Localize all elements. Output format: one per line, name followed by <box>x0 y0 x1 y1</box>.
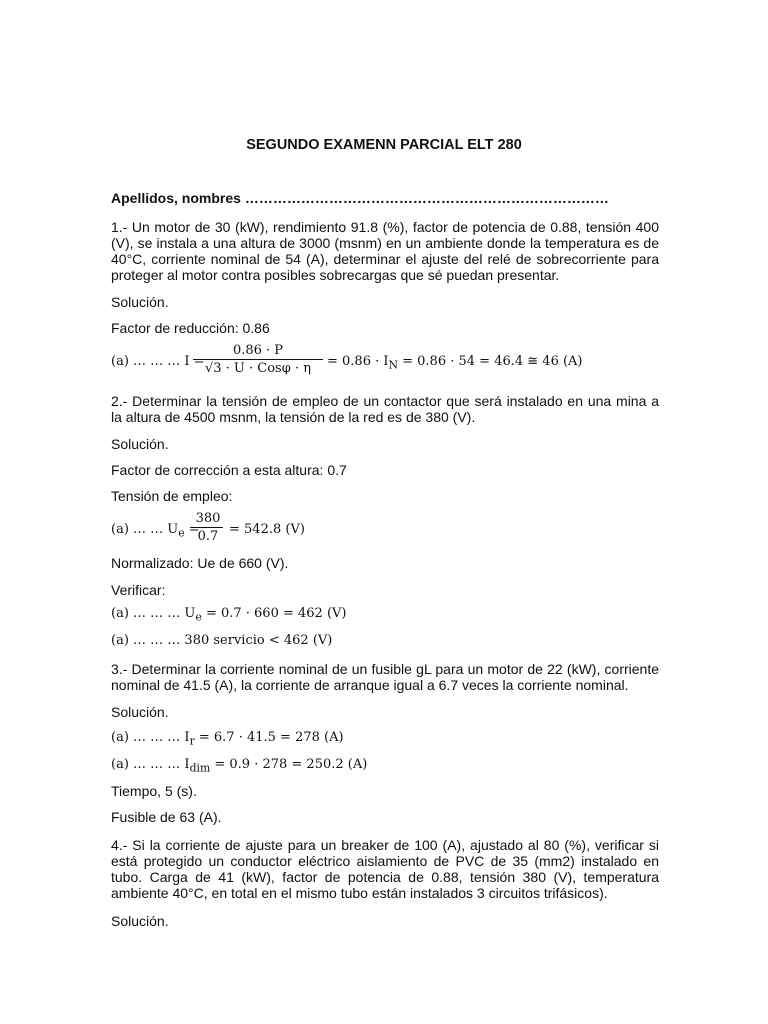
name-label: Apellidos, nombres <box>111 190 241 206</box>
p4-solucion: Solución. <box>111 913 169 929</box>
p4-line-2: está protegido un conductor eléctrico aislamiento de PVC de 35 (mm2) instalado en <box>111 853 659 869</box>
p3-eq2-prefix: (a) … … … I <box>111 757 190 772</box>
p2-eq-lhs <box>111 522 200 540</box>
p2-eq-numerator: 380 <box>195 511 221 526</box>
p2-solucion: Solución. <box>111 436 169 452</box>
p2-equation <box>111 511 511 551</box>
p2-eq2-subscript: e <box>195 610 202 624</box>
name-dots: …………………………………………………………………… <box>244 190 609 206</box>
p3-line-2: nominal de 41.5 (A), la corriente de arranque igual a 6.7 veces la corriente nominal. <box>111 677 629 693</box>
p2-line-2: la altura de 4500 msnm, la tensión de la red es de 380 (V). <box>111 409 476 425</box>
exam-title: SEGUNDO EXAMENN PARCIAL ELT 280 <box>246 137 522 153</box>
p1-solucion: Solución. <box>111 294 169 310</box>
p4-line-4: ambiente 40°C, en total en el mismo tubo están instalados 3 circuitos trifásicos). <box>111 885 608 901</box>
p4-line-1: 4.- Si la corriente de ajuste para un breaker de 100 (A), ajustado al 80 (%), verificar si <box>111 837 659 853</box>
p2-equation-2 <box>111 606 347 624</box>
p2-tension-label: Tensión de empleo: <box>111 488 233 504</box>
p1-line-2: (V), se instala a una altura de 3000 (msnm) en un ambiente donde la temperatura es de <box>111 235 659 251</box>
p2-equation-3: (a) … … … 380 servicio < 462 (V) <box>111 633 333 648</box>
p3-tiempo: Tiempo, 5 (s). <box>111 783 197 799</box>
p1-equation <box>111 343 671 383</box>
p1-eq-rhs <box>327 354 583 372</box>
p1-eq-fraction <box>193 343 323 376</box>
p2-verificar: Verificar: <box>111 582 166 598</box>
p1-eq-numerator: 0.86 · P <box>232 343 284 358</box>
p1-line-3: 40°C, corriente nominal de 54 (A), determinar el ajuste del relé de sobrecorriente para <box>111 251 659 267</box>
p1-eq-subscript: N <box>388 358 398 372</box>
name-line <box>111 190 659 206</box>
p3-eq2-subscript: dim <box>189 761 211 775</box>
p2-eq-denominator: 0.7 <box>197 529 219 544</box>
p4-line-3: tubo. Carga de 41 (kW), factor de potencia de 0.88, tensión 380 (V), temperatura <box>111 869 659 885</box>
p3-equation-2 <box>111 757 367 775</box>
p3-equation-1 <box>111 730 344 748</box>
p3-line-1: 3.- Determinar la corriente nominal de un fusible gL para un motor de 22 (kW), corriente <box>111 661 659 677</box>
p1-eq-rest: = 0.86 · 54 = 46.4 ≅ 46 (A) <box>398 354 583 369</box>
p1-eq-denominator: √3 · U · Cosφ · η <box>204 361 312 376</box>
p2-eq-rest: = 542.8 (V) <box>229 522 305 537</box>
p2-factor: Factor de corrección a esta altura: 0.7 <box>111 462 347 478</box>
p2-line-1: 2.- Determinar la tensión de empleo de un contactor que será instalado en una mina a <box>111 393 659 409</box>
p1-line-4: proteger al motor contra posibles sobrecargas que sé puedan presentar. <box>111 267 560 283</box>
p1-eq-suffix: = 0.86 · I <box>327 354 389 369</box>
p2-eq-prefix: (a) … … U <box>111 522 179 537</box>
p2-eq2-rest: = 0.7 · 660 = 462 (V) <box>201 606 347 621</box>
p3-eq1-prefix: (a) … … … I <box>111 730 190 745</box>
p1-eq-prefix: (a) … … … I = <box>111 354 205 369</box>
p3-eq2-rest: = 0.9 · 278 = 250.2 (A) <box>210 757 368 772</box>
p2-eq-subscript: e <box>178 526 185 540</box>
p2-eq-fraction <box>193 511 223 544</box>
p3-eq1-subscript: r <box>189 734 195 748</box>
p3-eq1-rest: = 6.7 · 41.5 = 278 (A) <box>194 730 344 745</box>
p1-line-1: 1.- Un motor de 30 (kW), rendimiento 91.8 (%), factor de potencia de 0.88, tensión 400 <box>111 219 659 235</box>
p2-eq-equals: = <box>184 522 200 537</box>
p2-eq-fraction-bar <box>193 527 223 528</box>
p1-eq-fraction-bar <box>193 359 323 360</box>
p3-fusible: Fusible de 63 (A). <box>111 809 222 825</box>
p2-normalizado: Normalizado: Ue de 660 (V). <box>111 555 289 571</box>
p3-solucion: Solución. <box>111 704 169 720</box>
p2-eq2-prefix: (a) … … … U <box>111 606 196 621</box>
p1-factor: Factor de reducción: 0.86 <box>111 320 270 336</box>
